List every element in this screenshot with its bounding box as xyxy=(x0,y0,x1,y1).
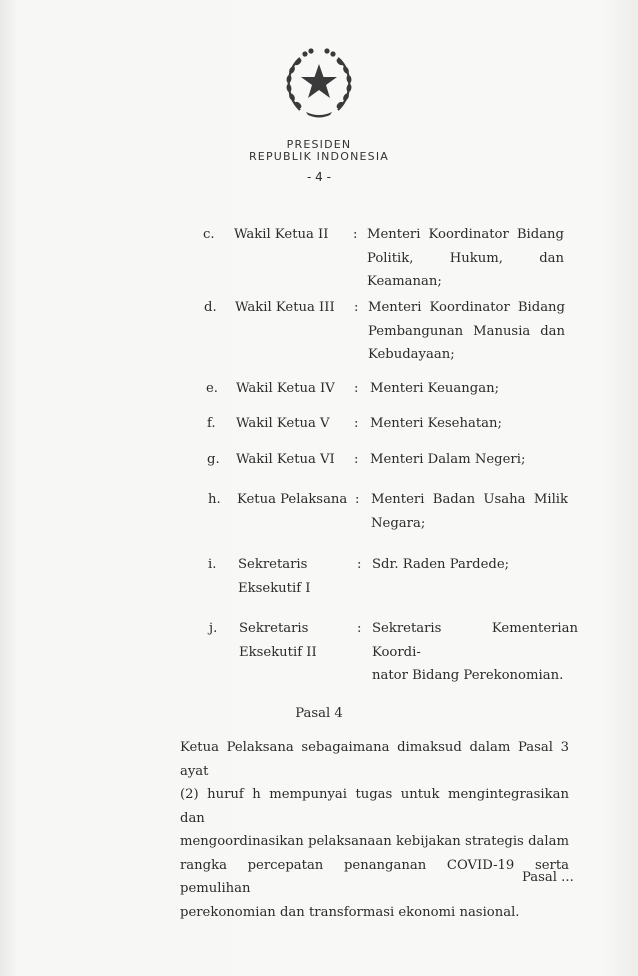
header-presiden: PRESIDEN xyxy=(286,138,352,151)
item-role: Ketua Pelaksana xyxy=(237,492,348,507)
item-value: Sdr. Raden Pardede; xyxy=(372,557,510,572)
item-value: Menteri Koordinator Bidang Pembangunan Manusia dan Kebudayaan; xyxy=(368,300,565,362)
item-colon: : xyxy=(354,416,359,431)
item-colon: : xyxy=(353,227,358,242)
paragraph-line: rangka percepatan penanganan COVID-19 serta pemulihan xyxy=(180,857,569,896)
paragraph-line: (2) huruf h mempunyai tugas untuk mengintegrasikan dan xyxy=(180,787,569,826)
item-letter: g. xyxy=(207,452,220,467)
item-colon: : xyxy=(354,381,359,396)
item-role: Wakil Ketua V xyxy=(236,416,330,431)
header-republik-indonesia: REPUBLIK INDONESIA xyxy=(248,150,390,163)
item-value: Menteri Keuangan; xyxy=(370,381,500,396)
item-letter: e. xyxy=(206,381,218,396)
paragraph-line: perekonomian dan transformasi ekonomi nasional. xyxy=(180,904,520,920)
item-role: Sekretaris Eksekutif II xyxy=(239,621,317,660)
item-colon: : xyxy=(357,621,362,636)
pasal-paragraph xyxy=(180,736,569,924)
item-colon: : xyxy=(357,557,362,572)
item-role: Sekretaris Eksekutif I xyxy=(238,557,311,596)
item-letter: d. xyxy=(204,300,217,315)
item-value: Menteri Kesehatan; xyxy=(370,416,502,431)
pasal-title: Pasal 4 xyxy=(295,706,343,721)
page-number: - 4 - xyxy=(307,170,331,184)
item-letter: j. xyxy=(209,621,218,636)
item-colon: : xyxy=(355,492,360,507)
item-value: Menteri Koordinator Bidang Politik, Hukum, dan Keamanan; xyxy=(367,227,564,289)
item-letter: f. xyxy=(207,416,216,431)
paragraph-line: Ketua Pelaksana sebagaimana dimaksud dalam Pasal 3 ayat xyxy=(180,740,569,779)
item-value: Sekretaris Kementerian Koordi- nator Bidang Perekonomian. xyxy=(372,621,578,683)
item-value: Menteri Badan Usaha Milik Negara; xyxy=(371,492,568,531)
item-role: Wakil Ketua III xyxy=(235,300,335,315)
item-role: Wakil Ketua VI xyxy=(236,452,335,467)
garuda-star-emblem-icon xyxy=(278,42,360,124)
item-colon: : xyxy=(354,452,359,467)
item-role: Wakil Ketua IV xyxy=(236,381,335,396)
footer-continuation: Pasal ... xyxy=(522,870,574,885)
item-value: Menteri Dalam Negeri; xyxy=(370,452,526,467)
item-letter: c. xyxy=(203,227,215,242)
item-colon: : xyxy=(354,300,359,315)
item-letter: i. xyxy=(208,557,217,572)
paragraph-line: mengoordinasikan pelaksanaan kebijakan strategis dalam xyxy=(180,834,569,849)
item-role: Wakil Ketua II xyxy=(234,227,329,242)
item-letter: h. xyxy=(208,492,221,507)
